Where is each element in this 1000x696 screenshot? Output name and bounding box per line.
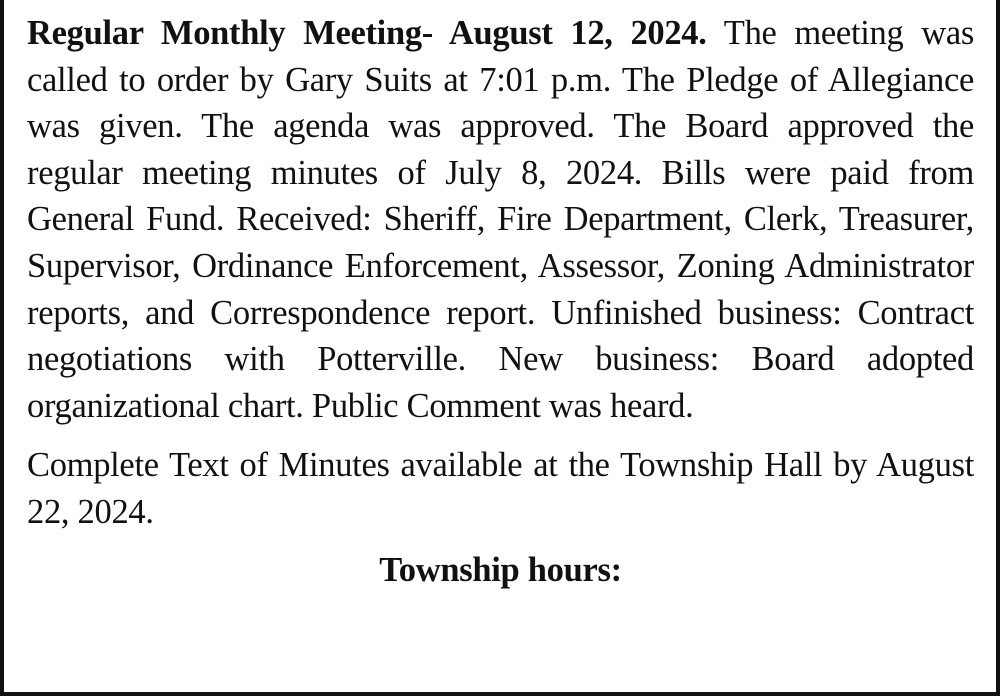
meeting-body: The meeting was called to order by Gary Suits at 7:01 p.m. The Pledge of Allegiance was given. The agenda was approved. The Board approved the regular meeting minutes of July 8, 2024. Bills were paid from General Fund. Received: Sheriff, Fire Department, Clerk, Treasurer, Supervisor, Ordinance Enforcement, Assessor, Zoning Administrator reports, and Correspondence report. Unfinished business: Contract negotiations with Potterville. New business: Board adopted organizational chart. Public Comment was heard. <box>27 14 975 425</box>
availability-paragraph: Complete Text of Minutes available at the Township Hall by August 22, 2024. <box>27 446 974 531</box>
township-hours-heading: Township hours: <box>379 550 622 589</box>
meeting-summary-paragraph <box>27 10 974 429</box>
meeting-heading: Regular Monthly Meeting- August 12, 2024. <box>27 14 707 52</box>
